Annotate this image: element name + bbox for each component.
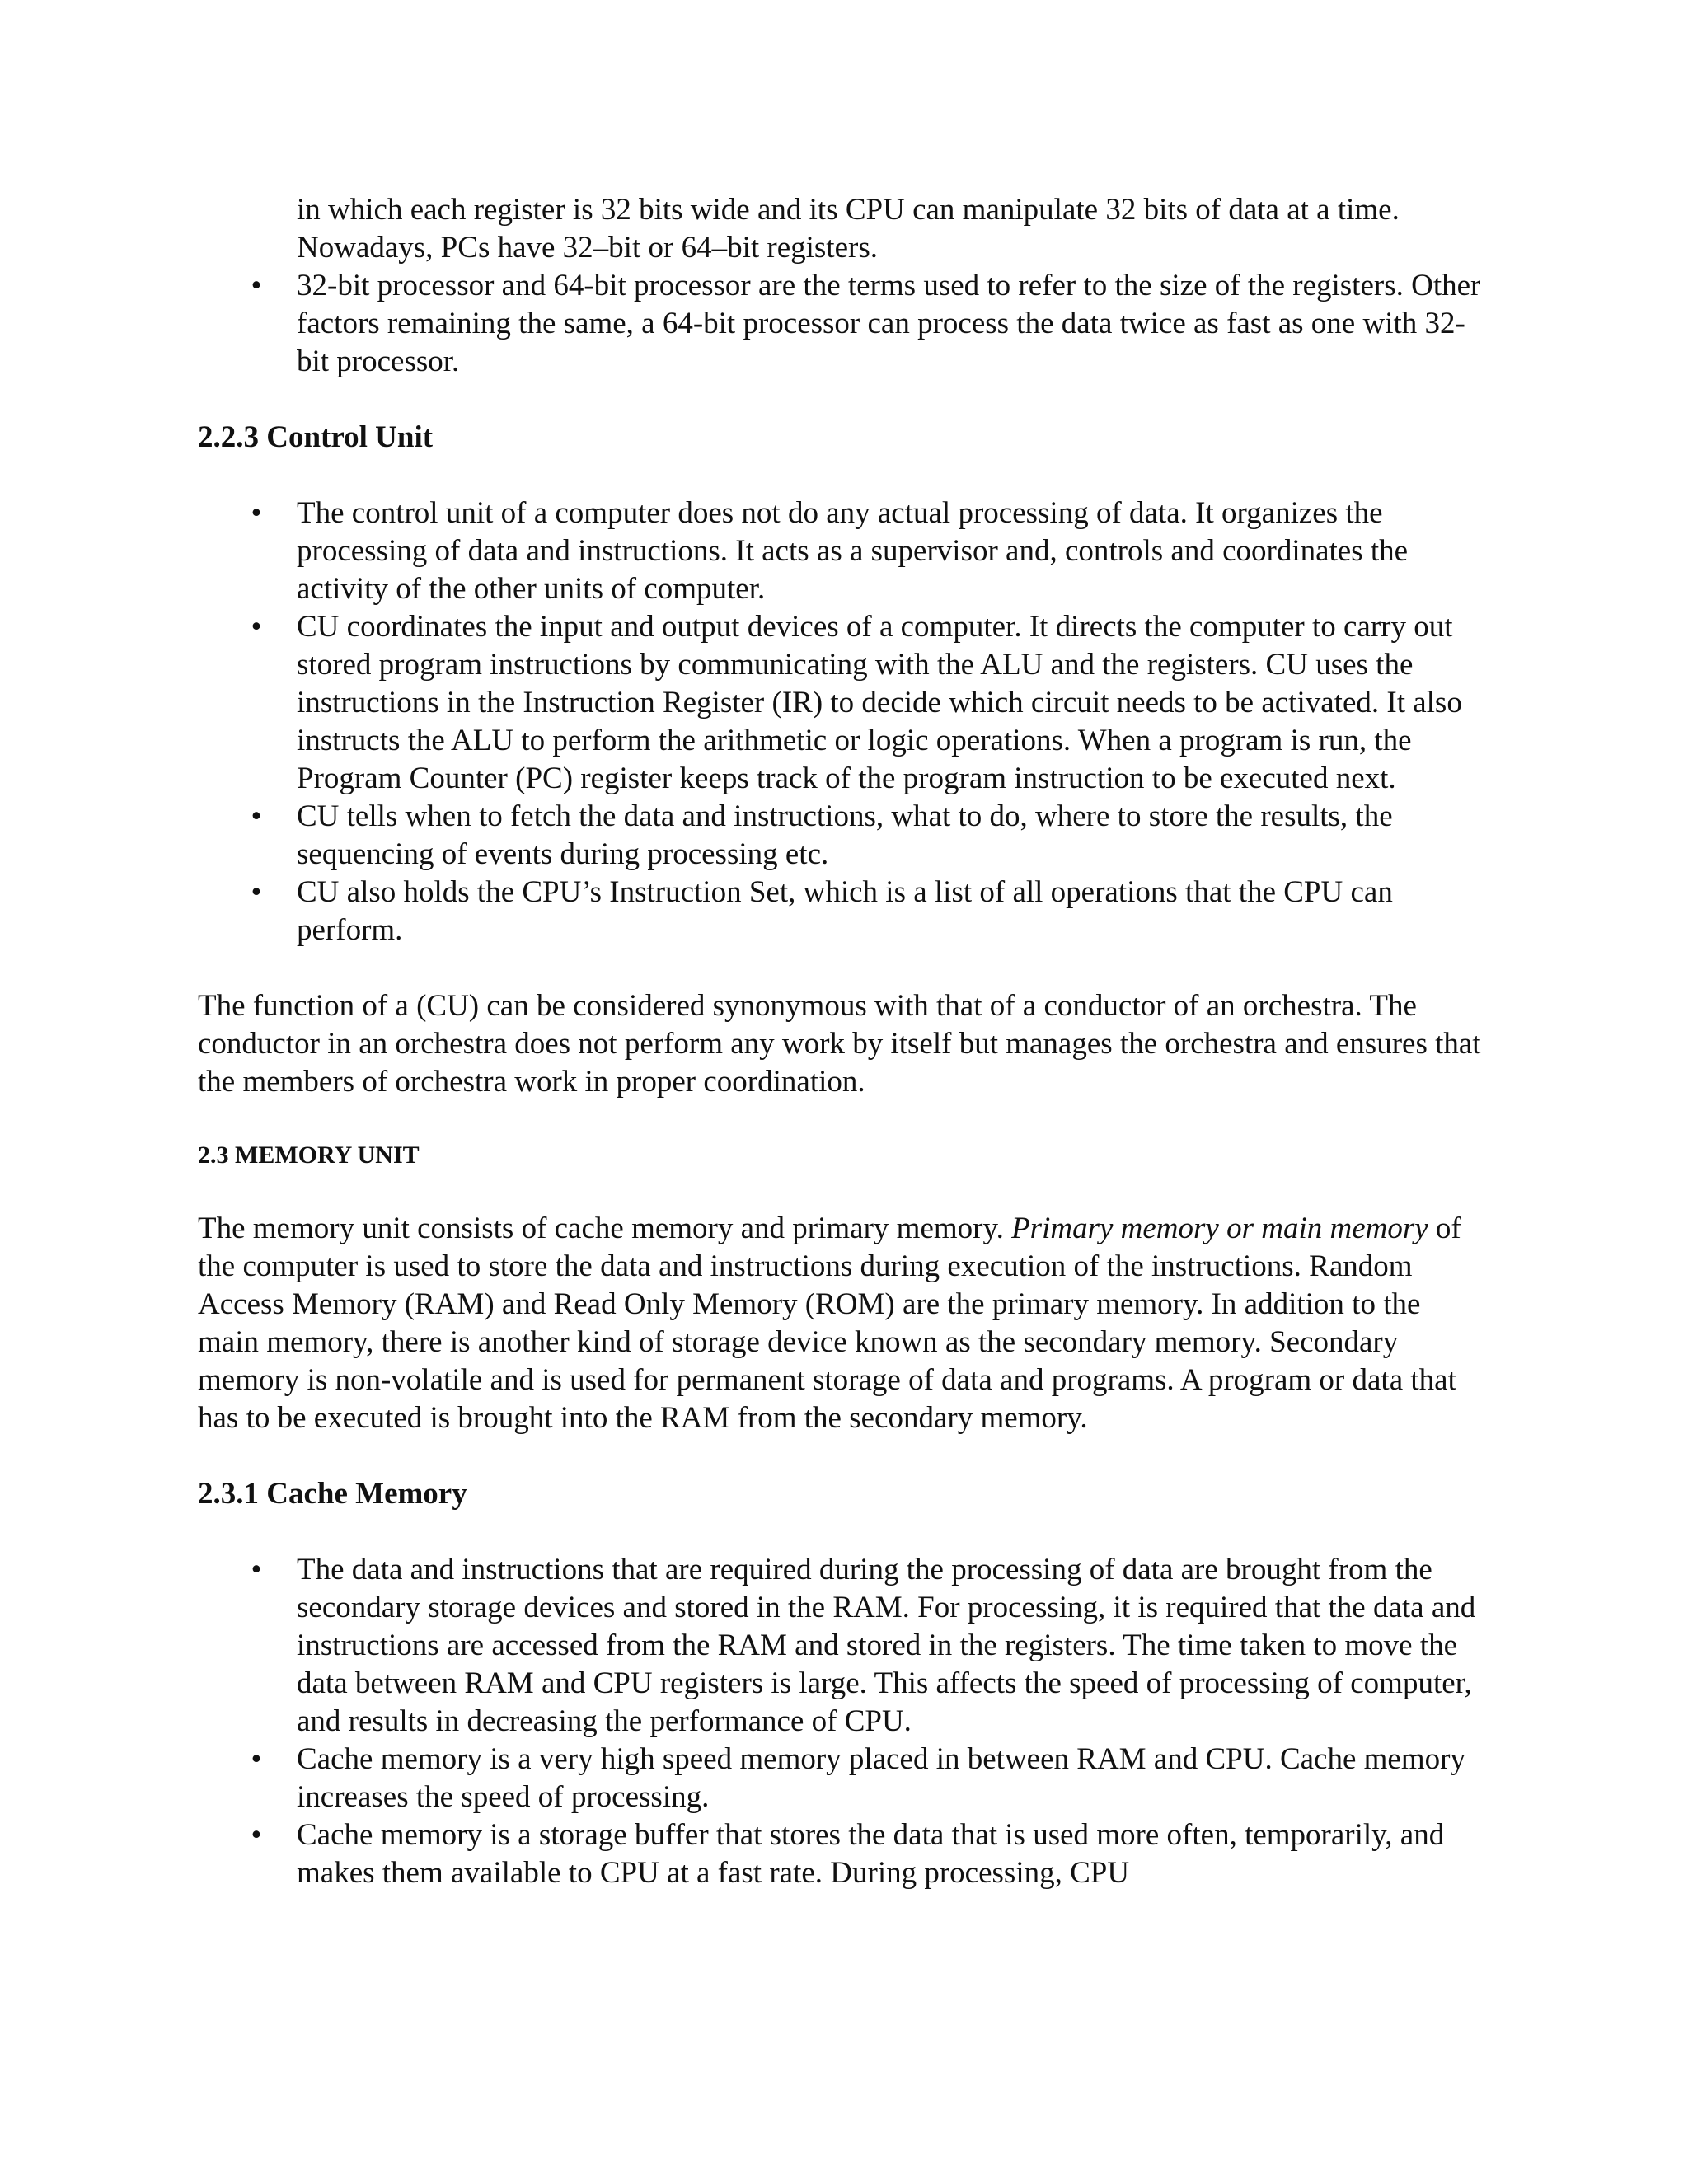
bullet-icon: •: [251, 1553, 262, 1586]
bullet-icon: •: [251, 269, 262, 302]
bullet-icon: •: [251, 1742, 262, 1776]
memory-unit-paragraph: [198, 1210, 1484, 1437]
bullet-icon: •: [251, 1818, 262, 1852]
list-item: [198, 494, 1484, 608]
spacer: [198, 949, 1484, 987]
section-heading-memory-unit: 2.3 MEMORY UNIT: [198, 1141, 420, 1169]
list-item-text: CU tells when to fetch the data and instructions, what to do, where to store the results, the sequencing of events during processing etc.: [297, 799, 1393, 871]
document-page: [198, 191, 1484, 1892]
bullet-icon: •: [251, 799, 262, 833]
bullet-icon: •: [251, 610, 262, 644]
bullet-icon: •: [251, 496, 262, 530]
memory-unit-paragraph-start: The memory unit consists of cache memory and primary memory.: [198, 1212, 1012, 1245]
list-item-text: Cache memory is a storage buffer that stores the data that is used more often, temporarily, and makes them available to CPU at a fast rate. During processing, CPU: [297, 1818, 1445, 1890]
intro-continuation: in which each register is 32 bits wide and its CPU can manipulate 32 bits of data at a time. Nowadays, PCs have 32–bit or 64–bit registers.: [297, 193, 1400, 265]
bullet-icon: •: [251, 875, 262, 909]
control-unit-bullet-list: [198, 494, 1484, 949]
list-item-text: CU coordinates the input and output devices of a computer. It directs the computer to carry out stored program instructions by communicating with the ALU and the registers. CU uses the instructions in the Instruction Register (IR) to decide which circuit needs to be activated. It also instructs the ALU to perform the arithmetic or logic operations. When a program is run, the Program Counter (PC) register keeps track of the program instruction to be executed next.: [297, 610, 1462, 795]
section-heading-control-unit: 2.2.3 Control Unit: [198, 420, 434, 454]
memory-unit-paragraph-rest: of the computer is used to store the data and instructions during execution of the instructions. Random Access Memory (RAM) and Read Only Memory (ROM) are the primary memory. In addition to the main memory, there is another kind of storage device known as the secondary memory. Secondary memory is non-volatile and is used for permanent storage of data and programs. A program or data that has to be executed is brought into the RAM from the secondary memory.: [198, 1212, 1461, 1435]
list-item: [198, 1551, 1484, 1741]
list-item-text: The control unit of a computer does not do any actual processing of data. It organizes the processing of data and instructions. It acts as a supervisor and, controls and coordinates the activity of the other units of computer.: [297, 496, 1409, 606]
list-item: [198, 1816, 1484, 1892]
memory-unit-italic-term: Primary memory or main memory: [1011, 1212, 1428, 1245]
list-item: [198, 798, 1484, 874]
list-item-text: CU also holds the CPU’s Instruction Set, which is a list of all operations that the CPU can perform.: [297, 875, 1393, 947]
list-item: [198, 608, 1484, 798]
intro-bullet-list: [198, 267, 1484, 381]
list-item: [198, 1741, 1484, 1816]
list-item-text: 32-bit processor and 64-bit processor are the terms used to refer to the size of the registers. Other factors remaining the same, a 64-bit processor can process the data twice as fast as one with 32-bit processor.: [297, 269, 1481, 378]
cache-memory-bullet-list: [198, 1551, 1484, 1892]
list-item-text: The data and instructions that are required during the processing of data are brought from the secondary storage devices and stored in the RAM. For processing, it is required that the data and instructions are accessed from the RAM and stored in the registers. The time taken to move the data between RAM and CPU registers is large. This affects the speed of processing of computer, and results in decreasing the performance of CPU.: [297, 1553, 1476, 1738]
list-item: [198, 267, 1484, 381]
list-item-text: Cache memory is a very high speed memory placed in between RAM and CPU. Cache memory increases the speed of processing.: [297, 1742, 1465, 1814]
control-unit-paragraph: The function of a (CU) can be considered synonymous with that of a conductor of an orchestra. The conductor in an orchestra does not perform any work by itself but manages the orchestra and ensures that the members of orchestra work in proper coordination.: [198, 989, 1481, 1099]
list-item: [198, 874, 1484, 949]
section-heading-cache-memory: 2.3.1 Cache Memory: [198, 1477, 467, 1511]
